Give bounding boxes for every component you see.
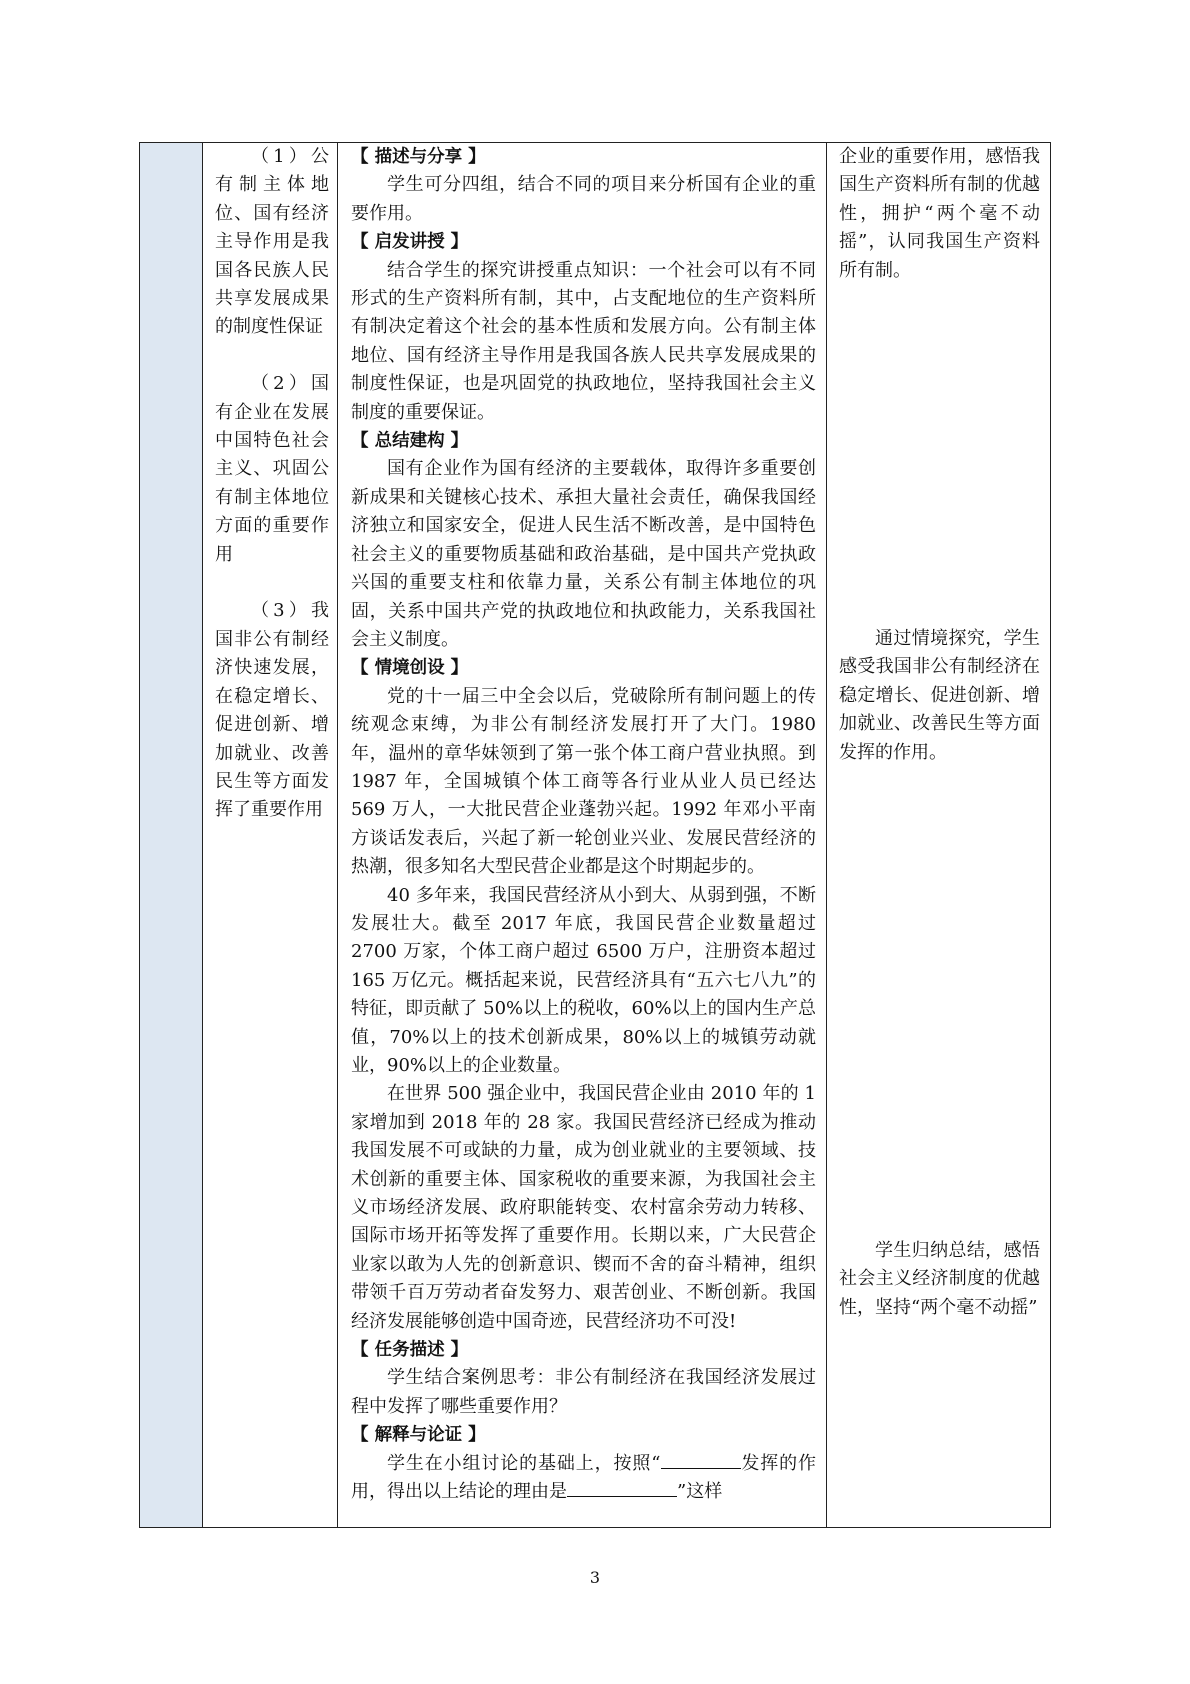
- section-heading: 【 描述与分享 】: [351, 147, 486, 167]
- intent-text-1: 企业的重要作用，感悟我国生产资料所有制的优越性，拥护“两个毫不动摇”，认同我国生产资料所有制。: [839, 146, 1040, 281]
- paragraph: 结合学生的探究讲授重点知识：一个社会可以有不同形式的生产资料所有制，其中，占支配地位的生产资料所有制决定着这个社会的基本性质和发展方向。公有制主体地位、国有经济主导作用是我国各族人民共享发展成果的制度性保证，也是巩固党的执政地位，坚持我国社会主义制度的重要保证。: [351, 259, 816, 423]
- content-column: [203, 143, 338, 1527]
- paragraph: 党的十一届三中全会以后，党破除所有制问题上的传统观念束缚，为非公有制经济发展打开了大门。1980 年，温州的章华妹领到了第一张个体工商户营业执照。到 1987 年，全国城镇个体工商等各行业从业人员已经达 569 万人，一大批民营企业蓬勃兴起。1992 年邓小平南方谈话发表后，兴起了新一轮创业兴业、发展民营经济的热潮，很多知名大型民营企业都是这个时期起步的。: [351, 685, 816, 878]
- section-heading: 【 解释与论证 】: [351, 1425, 486, 1446]
- activity-column: [338, 143, 827, 1527]
- content-point-2: （2）国有企业在发展中国特色社会主义、巩固公有制主体地位方面的重要作用: [215, 373, 329, 565]
- section-heading: 【 情境创设 】: [351, 658, 469, 679]
- section-heading: 【 任务描述 】: [351, 1340, 469, 1361]
- intent-text-3: 学生归纳总结，感悟社会主义经济制度的优越性，坚持“两个毫不动摇”: [839, 1240, 1040, 1318]
- paragraph-with-blanks: 学生在小组讨论的基础上，按照“ 发挥的作用，得出以上结论的理由是 ”这样: [351, 1452, 817, 1503]
- paragraph: 学生结合案例思考：非公有制经济在我国经济发展过程中发挥了哪些重要作用？: [351, 1367, 816, 1417]
- content-point-1: （1）公有制主体地位、国有经济主导作用是我国各民族人民共享发展成果的制度性保证: [215, 146, 329, 338]
- page-number: 3: [589, 1568, 601, 1587]
- paragraph: 学生可分四组，结合不同的项目来分析国有企业的重要作用。: [351, 174, 816, 224]
- fill-blank-1: [661, 1452, 741, 1469]
- fill-blank-2: [567, 1480, 677, 1497]
- section-heading: 【 总结建构 】: [351, 431, 469, 452]
- intent-text-2: 通过情境探究，学生感受我国非公有制经济在稳定增长、促进创新、增加就业、改善民生等方面发挥的作用。: [839, 628, 1040, 763]
- lesson-plan-table: [139, 142, 1051, 1528]
- paragraph: 40 多年来，我国民营经济从小到大、从弱到强，不断发展壮大。截至 2017 年底，我国民营企业数量超过 2700 万家，个体工商户超过 6500 万户，注册资本超过 165 万亿元。概括起来说，民营经济具有“五六七八九”的特征，即贡献了 50%以上的税收，60%以上的国内生产总值，70%以上的技术创新成果，80%以上的城镇劳动就业，90%以上的企业数量。: [351, 884, 816, 1076]
- section-heading: 【 启发讲授 】: [351, 232, 469, 253]
- content-point-3: （3）我国非公有制经济快速发展，在稳定增长、促进创新、增加就业、改善民生等方面发挥了重要作用: [215, 600, 329, 821]
- paragraph: 国有企业作为国有经济的主要载体，取得许多重要创新成果和关键核心技术、承担大量社会责任，确保我国经济独立和国家安全，促进人民生活不断改善，是中国特色社会主义的重要物质基础和政治基础，是中国共产党执政兴国的重要支柱和依靠力量，关系公有制主体地位的巩固，关系中国共产党的执政地位和执政能力，关系我国社会主义制度。: [351, 458, 816, 650]
- stage-column: [140, 143, 203, 1527]
- intent-column: [827, 143, 1050, 1527]
- paragraph: 在世界 500 强企业中，我国民营企业由 2010 年的 1 家增加到 2018 年的 28 家。我国民营经济已经成为推动我国发展不可或缺的力量，成为创业就业的主要领域、技术创新的重要主体、国家税收的重要来源，为我国社会主义市场经济发展、政府职能转变、农村富余劳动力转移、国际市场开拓等发挥了重要作用。长期以来，广大民营企业家以敢为人先的创新意识、锲而不舍的奋斗精神，组织带领千百万劳动者奋发努力、艰苦创业、不断创新。我国经济发展能够创造中国奇迹，民营经济功不可没!: [351, 1083, 816, 1332]
